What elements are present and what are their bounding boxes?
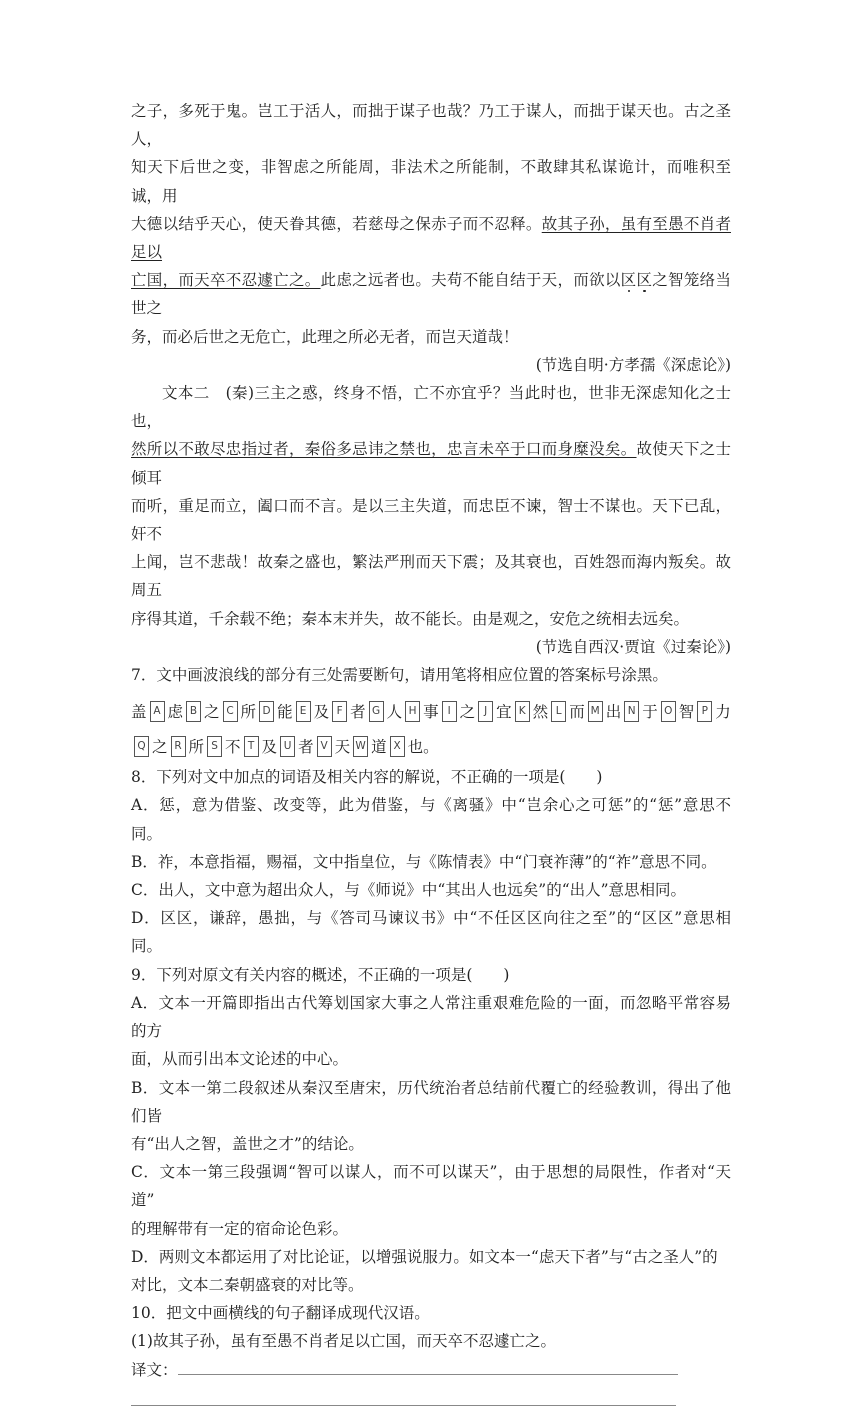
text-line: 知天下后世之变，非智虑之所能周，非法术之所能制，不敢肆其私谋诡计，而唯积至诚，用 — [131, 158, 731, 205]
answer-box[interactable]: U — [280, 736, 295, 757]
answer-box[interactable]: C — [223, 701, 238, 722]
answer-input[interactable] — [178, 1361, 678, 1375]
text-line: 而听，重足而立，阖口而不言。是以三主失道，而忠臣不谏，智士不谋也。天下已乱，奸不 — [131, 496, 731, 544]
passage-char: 之 — [152, 737, 168, 756]
passage-char: 力 — [715, 702, 731, 721]
answer-box[interactable]: G — [369, 701, 384, 722]
passage-char: 者 — [298, 737, 314, 756]
text-line: 序得其道，千余载不绝；秦本末并失，故不能长。由是观之，安危之统相去远矣。 — [131, 609, 690, 628]
passage-char: 事 — [423, 702, 439, 721]
answer-box[interactable]: N — [624, 701, 639, 722]
underlined-sentence: 亡国，而天卒不忍遽亡之。 — [131, 271, 321, 290]
answer-box[interactable]: I — [442, 701, 457, 722]
underlined-sentence: 故其子孙，虽有至愚不肖者足以 — [131, 214, 731, 262]
answer-line — [131, 1356, 731, 1384]
passage-char: 天 — [334, 737, 351, 756]
dotted-char: 区 — [620, 271, 637, 290]
sub-question: (1)故其子孙，虽有至愚不肖者足以亡国，而天卒不忍遽亡之。 — [131, 1332, 556, 1351]
passage-char: 及 — [261, 737, 278, 756]
answer-box[interactable]: H — [405, 701, 420, 722]
answer-box[interactable]: Q — [134, 736, 149, 757]
answer-box[interactable]: D — [259, 701, 274, 722]
answer-box[interactable]: K — [515, 701, 530, 722]
passage-char: 之 — [204, 702, 220, 721]
text-two — [131, 379, 860, 661]
question-stem: 8．下列对文中加点的词语及相关内容的解说，不正确的一项是( ) — [131, 768, 603, 787]
answer-box[interactable]: B — [186, 701, 201, 722]
passage-char: 而 — [569, 702, 585, 721]
question-10 — [131, 1299, 860, 1406]
option-d[interactable]: D．两则文本都运用了对比论证，以增强说服力。如文本一“虑天下者”与“古之圣人”的 对比，文本二秦朝盛衰的对比等。 — [131, 1247, 718, 1294]
question-stem: 10．把文中画横线的句子翻译成现代汉语。 — [131, 1304, 430, 1323]
option-d[interactable]: D．区区，谦辞，愚拙，与《答司马谏议书》中“不任区区向往之至”的“区区”意思相同。 — [131, 909, 731, 956]
answer-box[interactable]: P — [697, 701, 712, 722]
answer-box[interactable]: J — [478, 701, 493, 722]
answer-box[interactable]: E — [296, 701, 311, 722]
answer-box[interactable]: W — [353, 736, 368, 757]
answer-box[interactable]: O — [661, 701, 676, 722]
passage-char: 能 — [277, 702, 293, 721]
dotted-char: 区 — [636, 271, 653, 290]
passage-char: 之 — [459, 702, 476, 721]
text-line: 之子，多死于鬼。岂工于活人，而拙于谋子也哉？乃工于谋人，而拙于谋天也。古之圣人， — [131, 102, 731, 149]
text-line: 文本二 (秦)三主之惑，终身不悟，亡不亦宜乎？当此时也，世非无深虑知化之士也， — [131, 384, 731, 431]
answer-box[interactable]: A — [150, 701, 165, 722]
answer-box[interactable]: R — [171, 736, 186, 757]
passage-char: 宜 — [496, 702, 512, 721]
answer-label: 译文： — [131, 1360, 178, 1379]
text-line: 亡国，而天卒不忍遽亡之。此虑之远者也。夫苟不能自结于天，而欲以区区之智笼络当世之 — [131, 271, 731, 318]
answer-input-continued[interactable] — [131, 1392, 676, 1406]
source-note: (节选自西汉·贾谊《过秦论》) — [535, 637, 731, 656]
answer-box[interactable]: M — [588, 701, 603, 722]
passage-char: 人 — [386, 702, 403, 721]
answer-row — [131, 701, 751, 722]
question-8 — [131, 763, 860, 960]
underlined-sentence: 然所以不敢尽忠指过者，秦俗多忌讳之禁也，忠言未卒于口而身糜没矣。 — [131, 440, 637, 459]
passage-char: 也。 — [407, 737, 439, 756]
answer-box[interactable]: X — [390, 736, 405, 757]
passage-char: 然 — [532, 702, 549, 721]
passage-char: 出 — [605, 702, 622, 721]
source-note: (节选自明·方孝孺《深虑论》) — [535, 355, 731, 374]
text-line: 大德以结乎天心，使天眷其德，若慈母之保赤子而不忍释。故其子孙，虽有至愚不肖者足以 — [131, 214, 731, 262]
text-line: 上闻，岂不悲哉！故秦之盛也，繁法严刑而天下震；及其衰也，百姓怨而海内叛矣。故周五 — [131, 553, 731, 600]
passage-char: 道 — [371, 737, 387, 756]
option-c[interactable]: C．文本一第三段强调“智可以谋人，而不可以谋天”，由于思想的局限性，作者对“天道” 的理解带有一定的宿命论色彩。 — [131, 1163, 731, 1238]
text-line: 然所以不敢尽忠指过者，秦俗多忌讳之禁也，忠言未卒于口而身糜没矣。故使天下之士倾耳 — [131, 440, 731, 487]
text-line: 务，而必后世之无危亡，此理之所必无者，而岂天道哉！ — [131, 327, 519, 346]
option-b[interactable]: B．祚，本意指福，赐福，文中指皇位，与《陈情表》中“门衰祚薄”的“祚”意思不同。 — [131, 852, 717, 871]
question-7 — [131, 661, 860, 757]
passage-char: 智 — [678, 702, 695, 721]
answer-box[interactable]: S — [207, 736, 222, 757]
answer-row — [131, 736, 751, 757]
passage-char: 于 — [642, 702, 658, 721]
answer-box[interactable]: V — [317, 736, 332, 757]
passage-char: 盖 — [131, 702, 147, 721]
passage-char: 者 — [350, 702, 366, 721]
question-stem: 9．下列对原文有关内容的概述，不正确的一项是( ) — [131, 965, 510, 984]
passage-char: 虑 — [167, 702, 184, 721]
option-b[interactable]: B．文本一第二段叙述从秦汉至唐宋，历代统治者总结前代覆亡的经验教训，得出了他们皆 有“出人之智，盖世之才”的结论。 — [131, 1078, 731, 1153]
question-9 — [131, 961, 860, 1299]
option-a[interactable]: A．文本一开篇即指出古代筹划国家大事之人常注重艰难危险的一面，而忽略平常容易的方 面，从而引出本文论述的中心。 — [131, 993, 731, 1069]
passage-char: 及 — [313, 702, 330, 721]
answer-box[interactable]: T — [244, 736, 259, 757]
passage-char: 所 — [240, 702, 257, 721]
passage-char: 所 — [188, 737, 205, 756]
question-stem: 7．文中画波浪线的部分有三处需要断句，请用笔将相应位置的答案标号涂黑。 — [131, 666, 668, 685]
option-a[interactable]: A．惩，意为借鉴、改变等，此为借鉴，与《离骚》中“岂余心之可惩”的“惩”意思不同。 — [131, 796, 731, 843]
answer-box[interactable]: F — [332, 701, 347, 722]
text-one — [131, 97, 860, 379]
answer-box[interactable]: L — [551, 701, 566, 722]
option-c[interactable]: C．出人，文中意为超出众人，与《师说》中“其出人也远矣”的“出人”意思相同。 — [131, 881, 687, 900]
passage-char: 不 — [225, 737, 241, 756]
